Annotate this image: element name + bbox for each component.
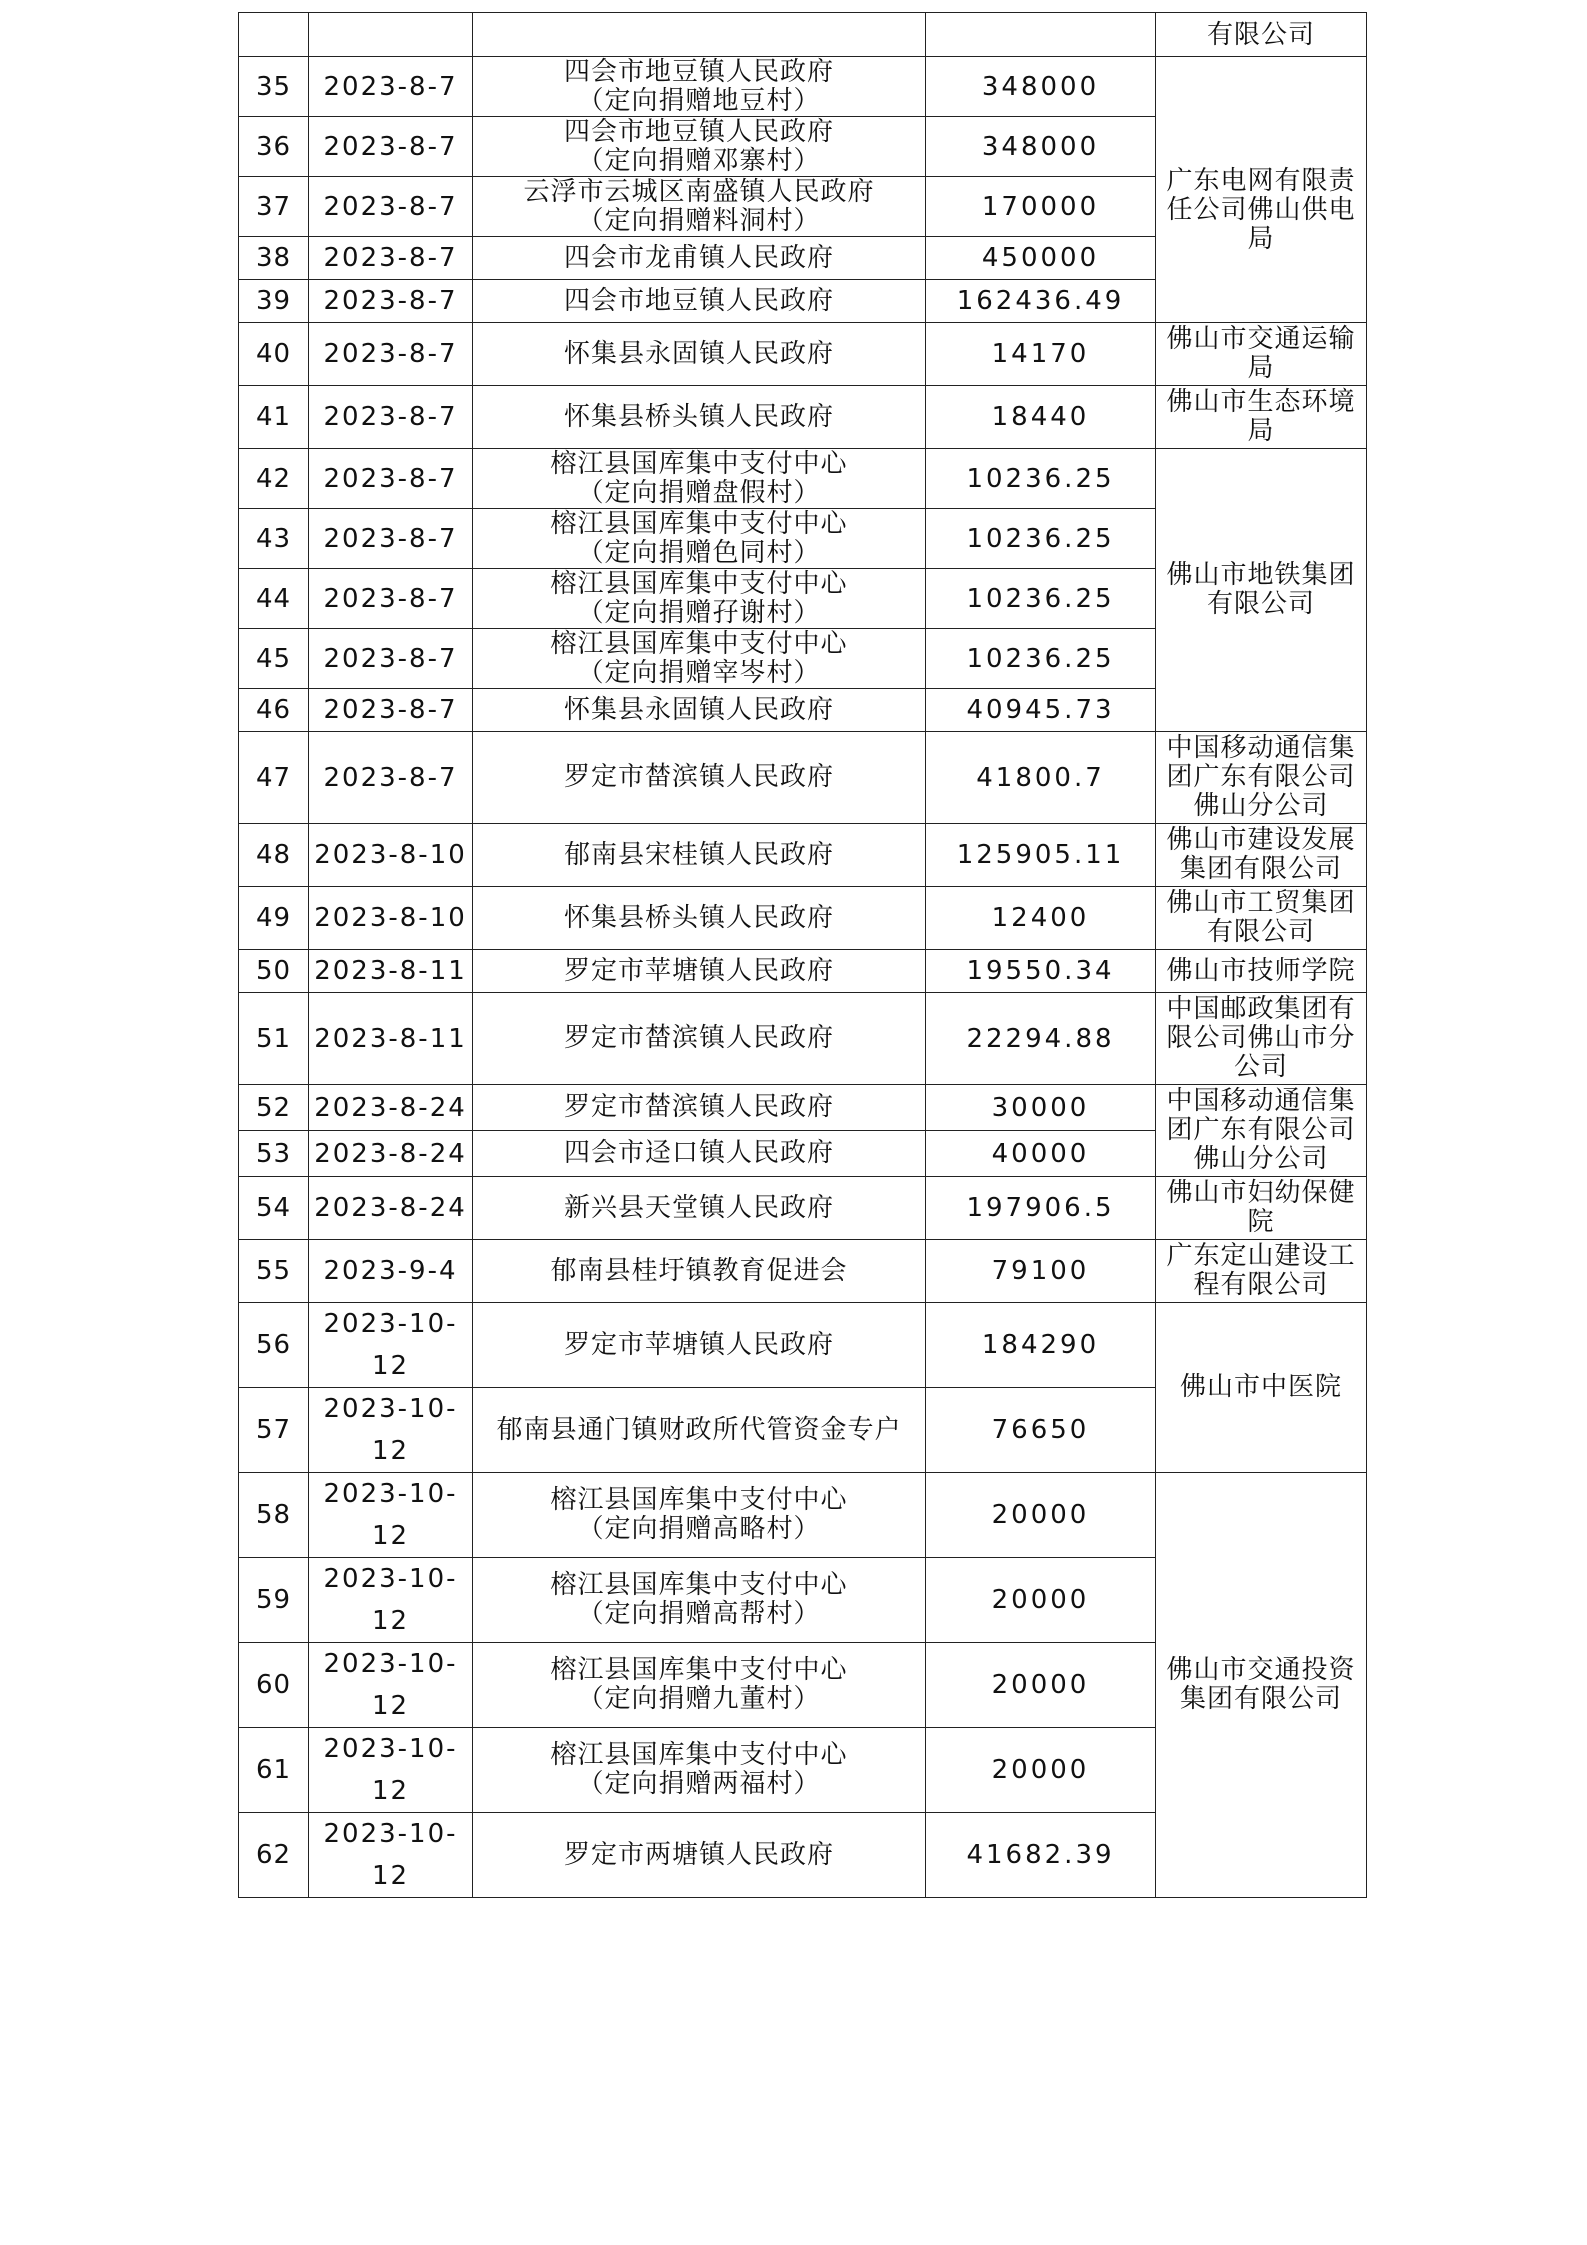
donor-cell — [1156, 323, 1367, 386]
table-row — [239, 386, 1367, 449]
table-row — [239, 1473, 1367, 1558]
donor-name: 佛山市建设发展集团有限公司 — [1166, 825, 1356, 884]
donor-cell — [1156, 57, 1367, 323]
recipient-cell — [473, 569, 926, 629]
recipient-name: 罗定市苹塘镇人民政府 — [563, 955, 834, 986]
table-row — [239, 323, 1367, 386]
donor-name: 佛山市生态环境局 — [1166, 387, 1356, 446]
date-cell: 2023-10-12 — [309, 1728, 473, 1813]
date-cell: 2023-8-7 — [309, 237, 473, 280]
row-number-cell: 41 — [239, 386, 309, 449]
recipient-cell — [473, 1813, 926, 1898]
amount-cell: 184290 — [926, 1303, 1156, 1388]
date-cell: 2023-10-12 — [309, 1813, 473, 1898]
amount-cell: 348000 — [926, 57, 1156, 117]
date-cell: 2023-8-7 — [309, 732, 473, 824]
amount-cell: 20000 — [926, 1643, 1156, 1728]
date-cell: 2023-8-11 — [309, 993, 473, 1085]
amount-cell: 348000 — [926, 117, 1156, 177]
row-number-cell: 53 — [239, 1131, 309, 1177]
date-cell: 2023-8-7 — [309, 57, 473, 117]
recipient-name: 罗定市榃滨镇人民政府 — [563, 1023, 834, 1053]
row-number-cell: 50 — [239, 950, 309, 993]
donor-cell — [1156, 732, 1367, 824]
date-cell: 2023-8-7 — [309, 449, 473, 509]
date-cell: 2023-8-24 — [309, 1085, 473, 1131]
table-row — [239, 1240, 1367, 1303]
amount-cell: 14170 — [926, 323, 1156, 386]
table-row — [239, 887, 1367, 950]
donor-name: 中国移动通信集团广东有限公司佛山分公司 — [1166, 1086, 1356, 1174]
amount-cell: 19550.34 — [926, 950, 1156, 993]
recipient-designation: （定向捐赠九董村） — [577, 1684, 821, 1714]
row-number-cell: 39 — [239, 280, 309, 323]
amount-cell: 30000 — [926, 1085, 1156, 1131]
recipient-designation: （定向捐赠高帮村） — [577, 1599, 821, 1629]
row-number-cell: 54 — [239, 1177, 309, 1240]
row-number-cell: 45 — [239, 629, 309, 689]
row-number-cell: 35 — [239, 57, 309, 117]
donor-cell — [1156, 1303, 1367, 1473]
recipient-name: 罗定市榃滨镇人民政府 — [563, 762, 834, 792]
date-cell: 2023-10-12 — [309, 1473, 473, 1558]
recipient-cell — [473, 1473, 926, 1558]
donor-name: 佛山市交通投资集团有限公司 — [1166, 1655, 1356, 1714]
recipient-name: 郁南县通门镇财政所代管资金专户 — [496, 1414, 902, 1445]
donor-name: 佛山市交通运输局 — [1166, 324, 1356, 383]
recipient-name: 怀集县永固镇人民政府 — [563, 338, 834, 369]
row-number-cell: 36 — [239, 117, 309, 177]
date-cell: 2023-8-7 — [309, 689, 473, 732]
donor-name: 佛山市妇幼保健院 — [1166, 1178, 1356, 1237]
amount-cell: 20000 — [926, 1728, 1156, 1813]
table-row-continuation — [239, 13, 1367, 57]
donor-name: 佛山市中医院 — [1179, 1372, 1342, 1402]
row-number-cell: 56 — [239, 1303, 309, 1388]
amount-cell: 162436.49 — [926, 280, 1156, 323]
donation-table — [238, 12, 1367, 1898]
recipient-cell — [473, 1177, 926, 1240]
table-row — [239, 449, 1367, 509]
table-row — [239, 824, 1367, 887]
recipient-designation: （定向捐赠料洞村） — [577, 205, 821, 236]
donor-cell — [1156, 449, 1367, 732]
recipient-name: 怀集县永固镇人民政府 — [563, 694, 834, 725]
amount-cell: 10236.25 — [926, 449, 1156, 509]
donor-cell — [1156, 1085, 1367, 1177]
recipient-name: 榕江县国库集中支付中心 — [550, 628, 848, 659]
donor-cell — [1156, 1177, 1367, 1240]
amount-cell: 20000 — [926, 1473, 1156, 1558]
recipient-name: 罗定市苹塘镇人民政府 — [563, 1329, 834, 1360]
recipient-cell — [473, 117, 926, 177]
date-cell: 2023-8-24 — [309, 1177, 473, 1240]
row-number-cell: 58 — [239, 1473, 309, 1558]
amount-cell: 41800.7 — [926, 732, 1156, 824]
recipient-cell — [473, 280, 926, 323]
recipient-name: 四会市地豆镇人民政府 — [563, 56, 834, 87]
recipient-cell — [473, 449, 926, 509]
amount-cell: 18440 — [926, 386, 1156, 449]
date-cell: 2023-8-7 — [309, 280, 473, 323]
date-cell: 2023-8-7 — [309, 117, 473, 177]
table-row — [239, 1177, 1367, 1240]
row-number-cell: 57 — [239, 1388, 309, 1473]
recipient-cell — [473, 824, 926, 887]
recipient-name: 四会市地豆镇人民政府 — [563, 116, 834, 147]
recipient-name: 榕江县国库集中支付中心 — [550, 1570, 848, 1600]
donor-cell — [1156, 386, 1367, 449]
row-number-cell: 38 — [239, 237, 309, 280]
recipient-cell — [473, 1303, 926, 1388]
donor-cell — [1156, 13, 1367, 57]
date-cell: 2023-8-7 — [309, 509, 473, 569]
donor-cell — [1156, 950, 1367, 993]
amount-cell: 450000 — [926, 237, 1156, 280]
amount-cell: 40945.73 — [926, 689, 1156, 732]
amount-cell: 20000 — [926, 1558, 1156, 1643]
donor-cell — [1156, 993, 1367, 1085]
recipient-designation: （定向捐赠盘假村） — [577, 477, 821, 508]
recipient-name: 榕江县国库集中支付中心 — [550, 508, 848, 539]
recipient-designation: （定向捐赠宰岑村） — [577, 657, 821, 688]
row-number-cell: 49 — [239, 887, 309, 950]
recipient-cell — [473, 993, 926, 1085]
row-number-cell: 44 — [239, 569, 309, 629]
date-cell: 2023-8-7 — [309, 569, 473, 629]
date-cell: 2023-10-12 — [309, 1643, 473, 1728]
amount-cell: 10236.25 — [926, 509, 1156, 569]
date-cell: 2023-8-7 — [309, 177, 473, 237]
row-number-cell: 59 — [239, 1558, 309, 1643]
date-cell: 2023-10-12 — [309, 1558, 473, 1643]
recipient-designation: （定向捐赠孖谢村） — [577, 597, 821, 628]
amount-cell: 40000 — [926, 1131, 1156, 1177]
recipient-cell — [473, 177, 926, 237]
amount-cell: 10236.25 — [926, 569, 1156, 629]
donor-continuation-text: 有限公司 — [1206, 19, 1315, 50]
amount-cell: 79100 — [926, 1240, 1156, 1303]
recipient-name: 四会市迳口镇人民政府 — [563, 1138, 834, 1168]
row-number-cell — [239, 13, 309, 57]
date-cell — [309, 13, 473, 57]
recipient-cell — [473, 629, 926, 689]
date-cell: 2023-8-7 — [309, 323, 473, 386]
date-cell: 2023-10-12 — [309, 1388, 473, 1473]
recipient-cell — [473, 732, 926, 824]
recipient-cell — [473, 689, 926, 732]
recipient-name: 怀集县桥头镇人民政府 — [563, 902, 834, 933]
amount-cell: 12400 — [926, 887, 1156, 950]
donor-name: 佛山市技师学院 — [1166, 955, 1356, 986]
date-cell: 2023-8-10 — [309, 824, 473, 887]
recipient-cell — [473, 13, 926, 57]
recipient-designation: （定向捐赠两福村） — [577, 1769, 821, 1799]
recipient-name: 罗定市榃滨镇人民政府 — [563, 1092, 834, 1122]
amount-cell — [926, 13, 1156, 57]
recipient-cell — [473, 386, 926, 449]
recipient-name: 榕江县国库集中支付中心 — [550, 1655, 848, 1685]
donor-name: 佛山市工贸集团有限公司 — [1166, 888, 1356, 947]
amount-cell: 170000 — [926, 177, 1156, 237]
date-cell: 2023-8-10 — [309, 887, 473, 950]
amount-cell: 197906.5 — [926, 1177, 1156, 1240]
date-cell: 2023-10-12 — [309, 1303, 473, 1388]
row-number-cell: 46 — [239, 689, 309, 732]
recipient-name: 榕江县国库集中支付中心 — [550, 1740, 848, 1770]
row-number-cell: 51 — [239, 993, 309, 1085]
recipient-cell — [473, 1728, 926, 1813]
table-body — [239, 13, 1367, 1898]
recipient-name: 怀集县桥头镇人民政府 — [563, 401, 834, 432]
recipient-cell — [473, 57, 926, 117]
row-number-cell: 43 — [239, 509, 309, 569]
donor-name: 佛山市地铁集团有限公司 — [1166, 560, 1356, 619]
recipient-cell — [473, 887, 926, 950]
recipient-designation: （定向捐赠高略村） — [577, 1514, 821, 1544]
amount-cell: 22294.88 — [926, 993, 1156, 1085]
amount-cell: 41682.39 — [926, 1813, 1156, 1898]
amount-cell: 76650 — [926, 1388, 1156, 1473]
donor-cell — [1156, 824, 1367, 887]
recipient-cell — [473, 950, 926, 993]
date-cell: 2023-8-24 — [309, 1131, 473, 1177]
recipient-name: 郁南县宋桂镇人民政府 — [563, 839, 834, 870]
table-row — [239, 1303, 1367, 1388]
recipient-designation: （定向捐赠色同村） — [577, 537, 821, 568]
date-cell: 2023-8-11 — [309, 950, 473, 993]
row-number-cell: 37 — [239, 177, 309, 237]
amount-cell: 10236.25 — [926, 629, 1156, 689]
table-row — [239, 993, 1367, 1085]
recipient-name: 郁南县桂圩镇教育促进会 — [550, 1255, 848, 1286]
row-number-cell: 61 — [239, 1728, 309, 1813]
recipient-cell — [473, 1643, 926, 1728]
row-number-cell: 52 — [239, 1085, 309, 1131]
recipient-cell — [473, 323, 926, 386]
recipient-designation: （定向捐赠地豆村） — [577, 85, 821, 116]
row-number-cell: 48 — [239, 824, 309, 887]
row-number-cell: 47 — [239, 732, 309, 824]
table-row — [239, 57, 1367, 117]
row-number-cell: 62 — [239, 1813, 309, 1898]
donor-name: 中国移动通信集团广东有限公司佛山分公司 — [1166, 733, 1356, 821]
row-number-cell: 60 — [239, 1643, 309, 1728]
recipient-name: 榕江县国库集中支付中心 — [550, 448, 848, 479]
recipient-name: 四会市龙甫镇人民政府 — [563, 242, 834, 273]
donor-cell — [1156, 1240, 1367, 1303]
recipient-name: 榕江县国库集中支付中心 — [550, 1485, 848, 1515]
row-number-cell: 42 — [239, 449, 309, 509]
date-cell: 2023-8-7 — [309, 629, 473, 689]
row-number-cell: 55 — [239, 1240, 309, 1303]
recipient-cell — [473, 237, 926, 280]
donor-name: 广东定山建设工程有限公司 — [1166, 1241, 1356, 1300]
amount-cell: 125905.11 — [926, 824, 1156, 887]
recipient-cell — [473, 509, 926, 569]
row-number-cell: 40 — [239, 323, 309, 386]
recipient-name: 四会市地豆镇人民政府 — [563, 285, 834, 316]
recipient-name: 榕江县国库集中支付中心 — [550, 568, 848, 599]
recipient-name: 新兴县天堂镇人民政府 — [563, 1192, 834, 1223]
donor-name: 中国邮政集团有限公司佛山市分公司 — [1166, 994, 1356, 1082]
table-row — [239, 732, 1367, 824]
table-row — [239, 1085, 1367, 1131]
donor-name: 广东电网有限责任公司佛山供电局 — [1166, 166, 1356, 254]
recipient-cell — [473, 1131, 926, 1177]
recipient-name: 罗定市两塘镇人民政府 — [563, 1839, 834, 1870]
recipient-cell — [473, 1388, 926, 1473]
table-row — [239, 950, 1367, 993]
recipient-cell — [473, 1240, 926, 1303]
recipient-cell — [473, 1558, 926, 1643]
recipient-name: 云浮市云城区南盛镇人民政府 — [523, 176, 875, 207]
recipient-cell — [473, 1085, 926, 1131]
donor-cell — [1156, 1473, 1367, 1898]
donor-cell — [1156, 887, 1367, 950]
recipient-designation: （定向捐赠邓寨村） — [577, 145, 821, 176]
date-cell: 2023-8-7 — [309, 386, 473, 449]
date-cell: 2023-9-4 — [309, 1240, 473, 1303]
